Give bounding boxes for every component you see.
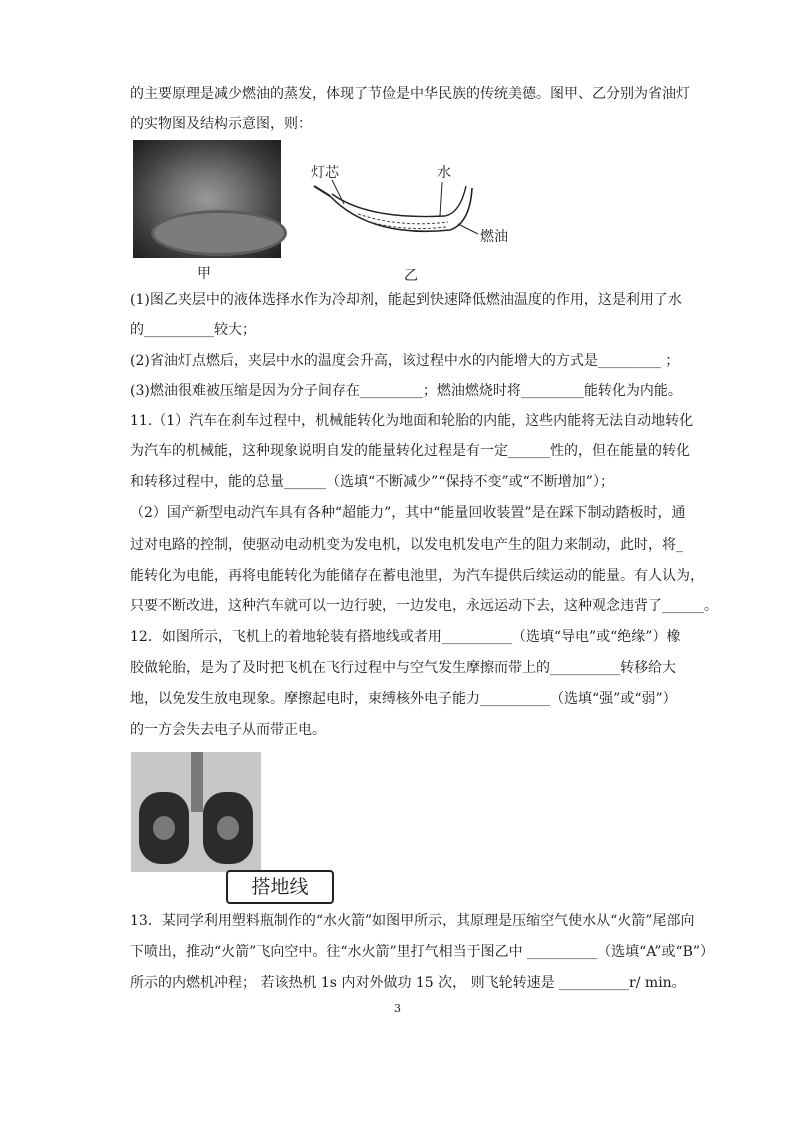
text-line: 的一方会失去电子从而带正电。 [130,722,326,738]
text-line: 13．某同学利用塑料瓶制作的“水火箭”如图甲所示，其原理是压缩空气使水从“火箭”尾部向 [130,913,695,929]
text-line: 11.（1）汽车在刹车过程中，机械能转化为地面和轮胎的内能，这些内能将无法自动地转化 [130,413,694,429]
landing-gear-photo [131,752,261,872]
text-line: 能转化为电能，再将电能转化为能储存在蓄电池里，为汽车提供后续运动的能量。有人认为， [130,568,704,584]
text-line: 的主要原理是减少燃油的蒸发，体现了节俭是中华民族的传统美德。图甲、乙分别为省油灯 [130,86,690,102]
grounding-wire-label: 搭地线 [226,870,334,904]
wick-label: 灯芯 [311,165,339,181]
text-line: (3)燃油很难被压缩是因为分子间存在_________；燃油燃烧时将_________能转化为内能。 [130,383,682,399]
figure-caption-a: 甲 [197,266,211,282]
text-line: （2）国产新型电动汽车具有各种“超能力”，其中“能量回收装置”是在踩下制动踏板时，通 [130,505,686,521]
text-line: (2)省油灯点燃后，夹层中水的温度会升高，该过程中水的内能增大的方式是_________ ； [130,353,680,369]
page-number: 3 [394,1002,401,1015]
text-line: (1)图乙夹层中的液体选择水作为冷却剂，能起到快速降低燃油温度的作用，这是利用了水 [130,292,682,308]
figure-caption-b: 乙 [404,268,418,284]
text-line: 地，以免发生放电现象。摩擦起电时，束缚核外电子能力__________（选填“强”或“弱”） [130,691,677,707]
text-line: 胶做轮胎，是为了及时把飞机在飞行过程中与空气发生摩擦而带上的__________转移给大 [130,660,676,676]
fuel-oil-label: 燃油 [480,229,508,245]
text-line: 只要不断改进，这种汽车就可以一边行驶，一边发电，永远运动下去，这种观念违背了______。 [130,598,718,614]
text-line: 的实物图及结构示意图，则： [130,116,312,132]
text-line: 下喷出，推动“火箭”飞向空中。往“水火箭”里打气相当于图乙中 __________（选填“A”或“B”） [130,944,715,960]
text-line: 为汽车的机械能，这种现象说明自发的能量转化过程是有一定______性的，但在能量的转化 [130,443,690,459]
text-line: 过对电路的控制，使驱动电动机变为发电机，以发电机发电产生的阻力来制动，此时，将_ [130,537,683,553]
text-line: 的__________较大； [130,322,256,338]
text-line: 所示的内燃机冲程； 若该热机 1s 内对外做功 15 次， 则飞轮转速是 __________r/ min。 [130,975,686,991]
text-line: 12．如图所示，飞机上的着地轮装有搭地线或者用__________（选填“导电”或“绝缘”）橡 [130,629,681,645]
text-line: 和转移过程中，能的总量______（选填“不断减少”“保持不变”或“不断增加”）； [130,474,614,490]
water-label: 水 [437,165,451,181]
oil-lamp-photo [133,140,281,258]
